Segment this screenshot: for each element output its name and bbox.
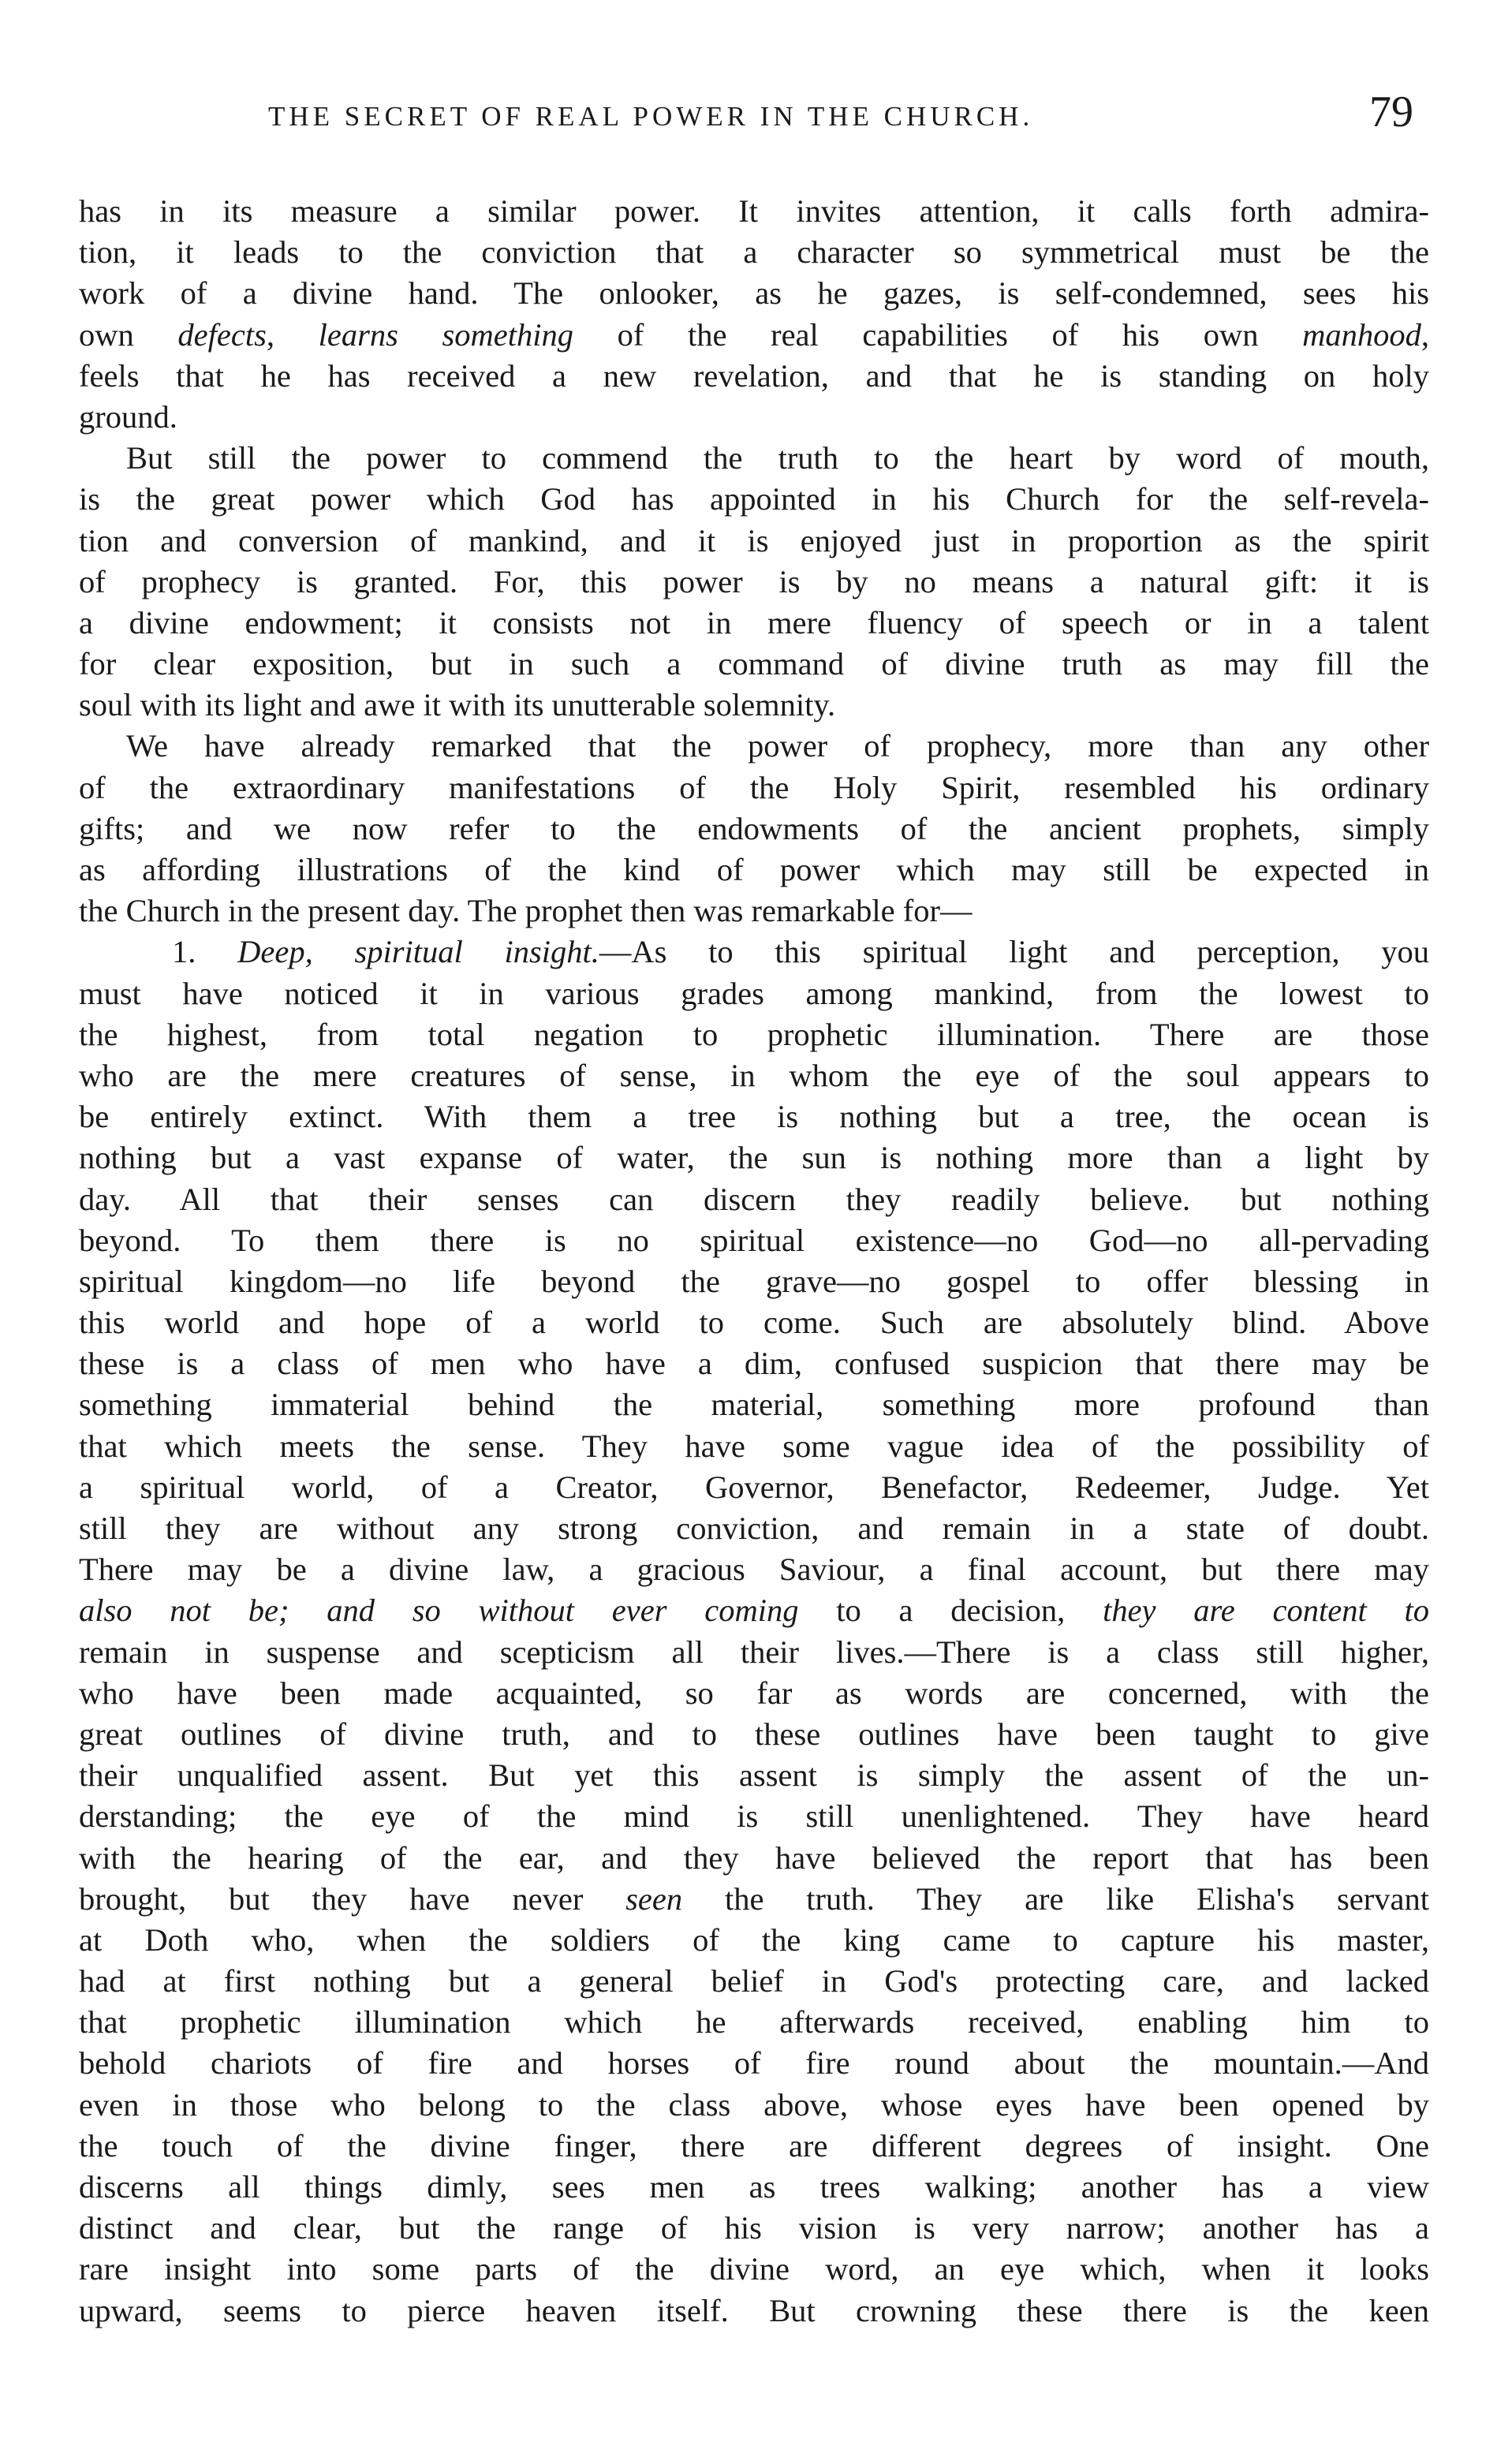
text-line: had at first nothing but a general belief in God's protecting care, and lacked xyxy=(79,1963,1429,1999)
text-run: , xyxy=(1421,316,1429,353)
text-line: this world and hope of a world to come. Such are absolutely blind. Above xyxy=(79,1305,1429,1341)
text-line xyxy=(79,932,1429,973)
text-line: upward, seems to pierce heaven itself. But crowning these there is the keen xyxy=(79,2292,1429,2328)
italic-phrase: learns something xyxy=(318,316,573,353)
text-run: 1. xyxy=(172,934,238,970)
text-line: that which meets the sense. They have some vague idea of the possibility of xyxy=(79,1428,1429,1464)
text-line: ground. xyxy=(79,398,177,435)
text-line: remain in suspense and scepticism all their lives.—There is a class still higher, xyxy=(79,1633,1429,1670)
text-line: derstanding; the eye of the mind is still unenlightened. They have heard xyxy=(79,1798,1429,1835)
text-line: distinct and clear, but the range of his vision is very narrow; another has a xyxy=(79,2210,1429,2246)
text-line: of the extraordinary manifestations of the Holy Spirit, resembled his ordinary xyxy=(79,769,1429,805)
text-line: But still the power to commend the truth to the heart by word of mouth, xyxy=(126,440,1429,476)
text-line: their unqualified assent. But yet this assent is simply the assent of the un- xyxy=(79,1757,1429,1794)
text-line: the Church in the present day. The prophet then was remarkable for— xyxy=(79,893,973,929)
text-line: behold chariots of fire and horses of fire round about the mountain.—And xyxy=(79,2045,1429,2082)
text-line: day. All that their senses can discern they readily believe. but nothing xyxy=(79,1181,1429,1217)
text-line: be entirely extinct. With them a tree is nothing but a tree, the ocean is xyxy=(79,1099,1429,1135)
text-line: something immaterial behind the material, something more profound than xyxy=(79,1387,1429,1423)
text-line: still they are without any strong conviction, and remain in a state of doubt. xyxy=(79,1510,1429,1546)
text-line: has in its measure a similar power. It invites attention, it calls forth admira- xyxy=(79,193,1429,229)
body-text xyxy=(79,191,1429,2332)
text-line: who are the mere creatures of sense, in whom the eye of the soul appears to xyxy=(79,1057,1429,1093)
text-line: spiritual kingdom—no life beyond the grave—no gospel to offer blessing in xyxy=(79,1263,1429,1299)
text-line: must have noticed it in various grades among mankind, from the lowest to xyxy=(79,975,1429,1011)
italic-phrase: manhood xyxy=(1302,316,1421,353)
text-line: at Doth who, when the soldiers of the king came to capture his master, xyxy=(79,1921,1429,1958)
italic-phrase: Deep, spiritual insight. xyxy=(237,934,599,970)
text-run: brought, but they have never xyxy=(79,1880,626,1917)
text-line: for clear exposition, but in such a command of divine truth as may fill the xyxy=(79,646,1429,682)
text-run: of the real capabilities of his own xyxy=(573,316,1303,353)
text-line: who have been made acquainted, so far as words are concerned, with the xyxy=(79,1675,1429,1711)
text-line: feels that he has received a new revelation, and that he is standing on holy xyxy=(79,357,1429,394)
running-title: THE SECRET OF REAL POWER IN THE CHURCH. xyxy=(268,101,1034,132)
italic-phrase: also not be; and so without ever coming xyxy=(79,1592,799,1629)
text-line: gifts; and we now refer to the endowments of the ancient prophets, simply xyxy=(79,810,1429,846)
text-line xyxy=(79,1590,1429,1631)
text-line: discerns all things dimly, sees men as trees walking; another has a view xyxy=(79,2169,1429,2205)
text-run: —As to this spiritual light and perception, you xyxy=(599,934,1429,970)
text-line: There may be a divine law, a gracious Saviour, a final account, but there may xyxy=(79,1551,1429,1588)
text-line: with the hearing of the ear, and they have believed the report that has been xyxy=(79,1839,1429,1876)
text-line: these is a class of men who have a dim, confused suspicion that there may be xyxy=(79,1346,1429,1382)
running-head xyxy=(79,87,1429,150)
text-line: tion, it leads to the conviction that a character so symmetrical must be the xyxy=(79,234,1429,271)
italic-phrase: they are content to xyxy=(1103,1592,1429,1629)
text-line: even in those who belong to the class above, whose eyes have been opened by xyxy=(79,2086,1429,2123)
text-line: that prophetic illumination which he afterwards received, enabling him to xyxy=(79,2004,1429,2040)
text-line xyxy=(79,1879,1429,1920)
text-run: the truth. They are like Elisha's servant xyxy=(682,1880,1429,1917)
text-line: rare insight into some parts of the divine word, an eye which, when it looks xyxy=(79,2251,1429,2287)
text-line xyxy=(79,315,1429,356)
text-line: work of a divine hand. The onlooker, as he gazes, is self-condemned, sees his xyxy=(79,275,1429,312)
text-line: soul with its light and awe it with its unutterable solemnity. xyxy=(79,687,836,723)
text-line: as affording illustrations of the kind of power which may still be expected in xyxy=(79,852,1429,887)
text-line: a spiritual world, of a Creator, Governor, Benefactor, Redeemer, Judge. Yet xyxy=(79,1469,1429,1505)
text-line: the highest, from total negation to prophetic illumination. There are those xyxy=(79,1016,1429,1052)
text-run: , xyxy=(266,316,319,353)
text-line: of prophecy is granted. For, this power is by no means a natural gift: it is xyxy=(79,563,1429,599)
text-run: to a decision, xyxy=(798,1592,1103,1629)
text-line: great outlines of divine truth, and to these outlines have been taught to give xyxy=(79,1716,1429,1752)
text-line: is the great power which God has appointed in his Church for the self-revela- xyxy=(79,481,1429,517)
text-line: a divine endowment; it consists not in mere fluency of speech or in a talent xyxy=(79,604,1429,640)
page-number: 79 xyxy=(1369,88,1413,136)
text-line: tion and conversion of mankind, and it is enjoyed just in proportion as the spirit xyxy=(79,522,1429,558)
text-line: We have already remarked that the power of prophecy, more than any other xyxy=(126,728,1429,764)
text-run: own xyxy=(79,316,178,353)
text-line: the touch of the divine finger, there are different degrees of insight. One xyxy=(79,2127,1429,2164)
italic-phrase: seen xyxy=(625,1880,683,1917)
text-line: beyond. To them there is no spiritual existence—no God—no all-pervading xyxy=(79,1222,1429,1258)
text-line: nothing but a vast expanse of water, the sun is nothing more than a light by xyxy=(79,1140,1429,1176)
italic-phrase: defects xyxy=(177,316,267,353)
